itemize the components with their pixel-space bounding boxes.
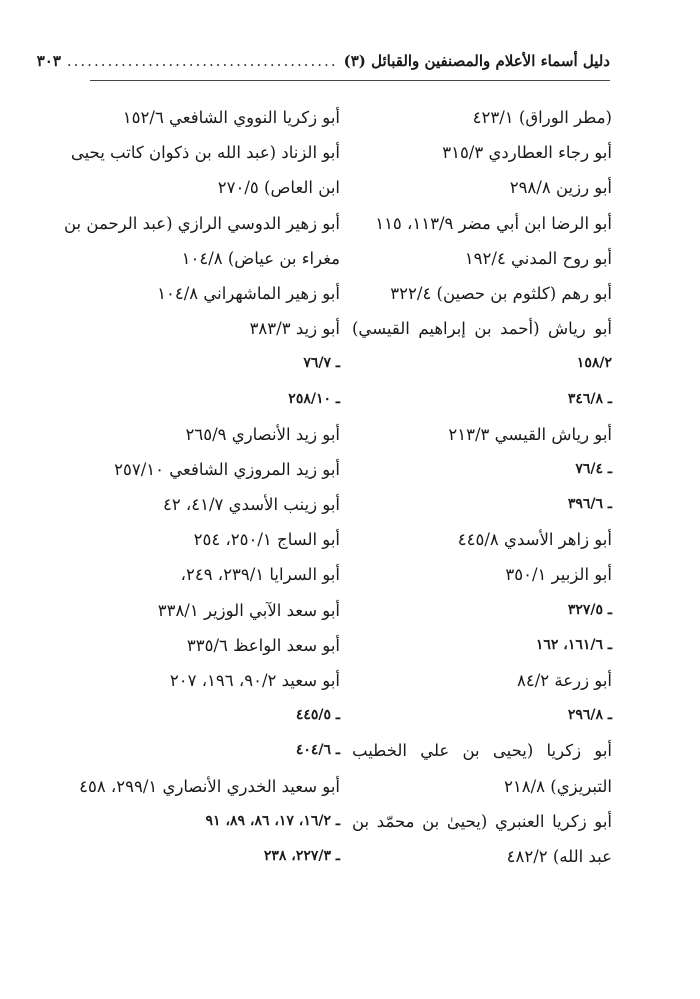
index-entry: أبو رزين ٢٩٨/٨ — [509, 178, 612, 198]
index-entry: التبريزي) ٢١٨/٨ — [504, 776, 612, 796]
index-entry: ـ ٤٠٤/٦ — [295, 742, 340, 759]
index-entry: أبو زهير الدوسي الرازي (عبد الرحمن بن — [63, 213, 340, 233]
index-entry: ـ ٧٦/٤ — [575, 460, 612, 477]
index-entry: ـ ٢٩٦/٨ — [567, 707, 612, 724]
index-entry: ـ ٣٤٦/٨ — [567, 390, 612, 407]
running-head — [36, 52, 610, 78]
index-entry: ـ ٧٦/٧ — [303, 355, 340, 372]
index-entry: أبو زكريا (يحيى بن علي الخطيب — [352, 741, 612, 761]
index-column-right — [352, 100, 612, 874]
index-entry: أبو سعد الآبي الوزير ٣٣٨/١ — [157, 600, 340, 620]
index-entry: أبو زيد الأنصاري ٢٦٥/٩ — [185, 424, 340, 444]
index-entry: أبو روح المدني ١٩٢/٤ — [464, 248, 612, 268]
leader-dots: ........................................ — [66, 52, 338, 70]
index-entry: أبو الساج ٢٥٠/١، ٢٥٤ — [193, 530, 340, 550]
index-entry: ١٥٨/٢ — [576, 355, 612, 372]
index-entry: أبو الرضا ابن أبي مضر ١١٣/٩، ١١٥ — [375, 213, 612, 233]
index-entry: أبو رياش القيسي ٢١٣/٣ — [448, 424, 612, 444]
index-column-left — [63, 100, 340, 874]
index-entry: أبو زاهر الأسدي ٤٤٥/٨ — [457, 530, 612, 550]
index-entry: ـ ١٦/٢، ١٧، ٨٦، ٨٩، ٩١ — [205, 812, 340, 829]
index-entry: ـ ٤٤٥/٥ — [295, 707, 340, 724]
index-entry: ـ ٣٩٦/٦ — [567, 496, 612, 513]
index-entry: أبو رياش (أحمد بن إبراهيم القيسي) — [352, 319, 612, 339]
index-entry: ـ ٢٥٨/١٠ — [288, 390, 340, 407]
index-entry: أبو سعيد الخدري الأنصاري ٢٩٩/١، ٤٥٨ — [79, 776, 340, 796]
index-entry: أبو رجاء العطاردي ٣١٥/٣ — [442, 143, 612, 163]
running-head-title: دليل أسماء الأعلام والمصنفين والقبائل (٣) — [343, 52, 610, 70]
index-entry: أبو زيد المروزي الشافعي ٢٥٧/١٠ — [114, 459, 340, 479]
index-entry: ـ ٢٢٧/٣، ٢٣٨ — [263, 847, 340, 864]
index-entry: أبو سعيد ٩٠/٢، ١٩٦، ٢٠٧ — [169, 671, 340, 690]
index-entry: ـ ٣٢٧/٥ — [567, 601, 612, 618]
index-entry: ـ ١٦١/٦، ١٦٢ — [535, 636, 612, 653]
index-entry: أبو رهم (كلثوم بن حصين) ٣٢٢/٤ — [390, 283, 612, 303]
index-entry: ابن العاص) ٢٧٠/٥ — [217, 178, 340, 198]
page-number: ٣٠٣ — [36, 52, 61, 70]
index-entry: أبو الزبير ٣٥٠/١ — [505, 565, 612, 585]
index-entry: أبو السرايا ٢٣٩/١، ٢٤٩، — [180, 565, 340, 585]
index-entry: أبو زهير الماشهراني ١٠٤/٨ — [157, 283, 340, 303]
index-entry: مغراء بن عياض) ١٠٤/٨ — [181, 248, 340, 268]
header-rule — [90, 80, 610, 81]
index-entry: أبو سعد الواعظ ٣٣٥/٦ — [186, 635, 340, 655]
index-entry: أبو زينب الأسدي ٤١/٧، ٤٢ — [162, 495, 340, 515]
index-entry: (مطر الوراق) ٤٢٣/١ — [472, 108, 612, 127]
index-entry: أبو الزناد (عبد الله بن ذكوان كاتب يحيى — [70, 143, 340, 163]
index-entry: أبو زكريا العنبري (يحيىٰ بن محمّد بن — [352, 811, 612, 831]
index-entry: عبد الله) ٤٨٢/٢ — [506, 846, 612, 866]
index-entry: أبو زيد ٣٨٣/٣ — [249, 319, 340, 339]
index-entry: أبو زكريا النووي الشافعي ١٥٢/٦ — [122, 108, 340, 127]
index-entry: أبو زرعة ٨٤/٢ — [517, 671, 612, 690]
